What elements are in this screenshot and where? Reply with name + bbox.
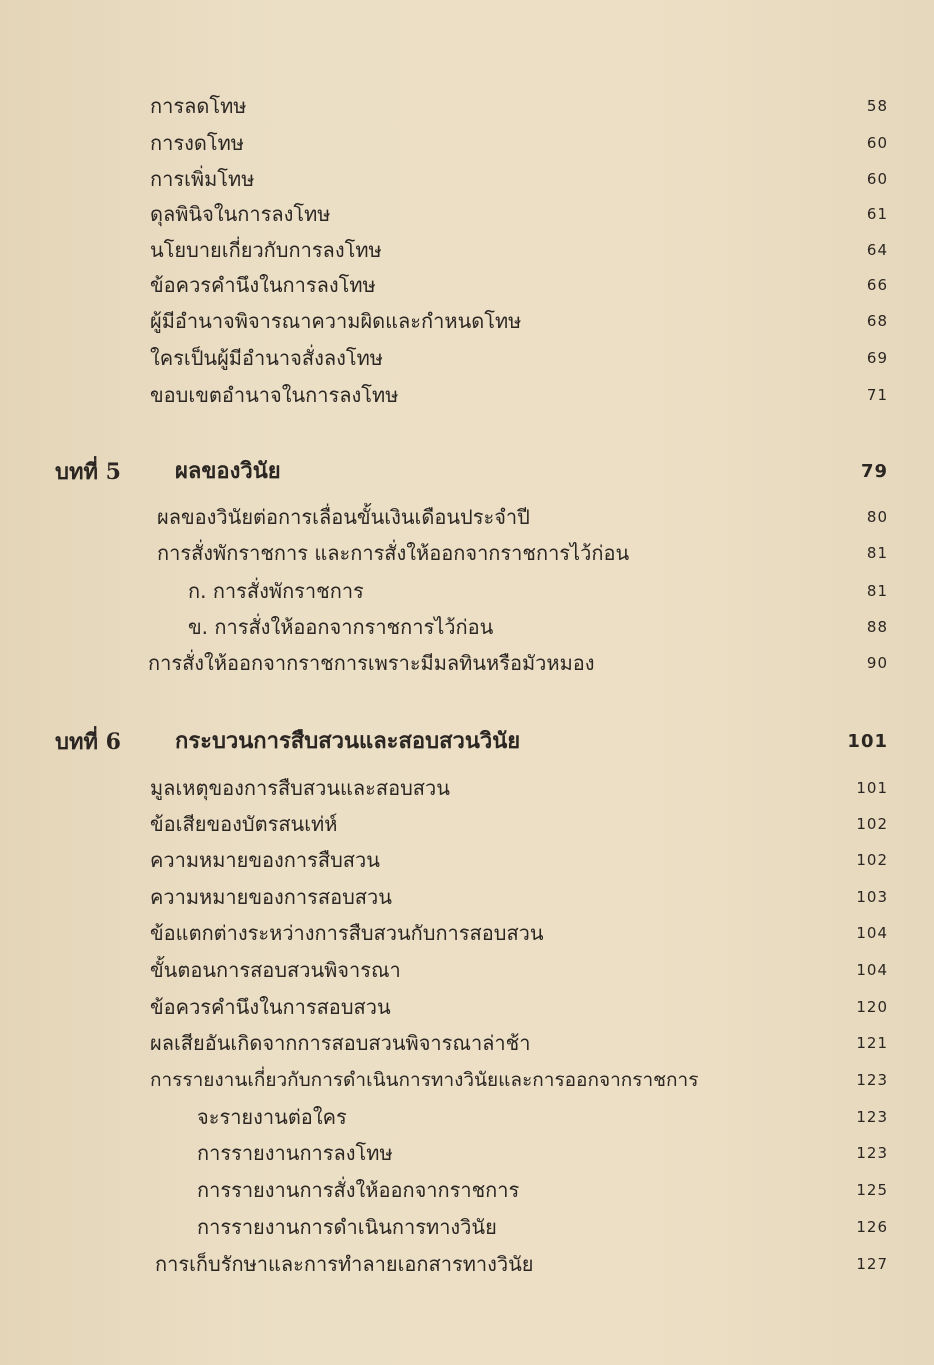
toc-entry-title: ข้อควรคำนึงในการสอบสวน [150, 995, 391, 1019]
toc-entry-title: นโยบายเกี่ยวกับการลงโทษ [150, 238, 382, 262]
toc-entry [0, 1028, 934, 1058]
toc-entry-page: 123 [856, 1108, 888, 1126]
toc-entry-title: ขอบเขตอำนาจในการลงโทษ [150, 383, 399, 407]
toc-entry [0, 1065, 934, 1095]
toc-entry-page: 125 [856, 1181, 888, 1199]
toc-entry-title: การงดโทษ [150, 131, 244, 155]
toc-entry [0, 1249, 934, 1279]
toc-entry [0, 538, 934, 568]
toc-entry-page: 81 [866, 582, 888, 600]
toc-entry [0, 199, 934, 229]
toc-entry-title: จะรายงานต่อใคร [197, 1105, 347, 1129]
toc-entry [0, 648, 934, 678]
toc-entry-page: 123 [856, 1144, 888, 1162]
toc-entry-title: ข้อแตกต่างระหว่างการสืบสวนกับการสอบสวน [150, 921, 544, 945]
toc-subentry [0, 1212, 934, 1242]
toc-entry-page: 90 [866, 654, 888, 672]
toc-entry-title: การรายงานการสั่งให้ออกจากราชการ [197, 1178, 520, 1202]
toc-entry [0, 773, 934, 803]
toc-entry-page: 127 [856, 1255, 888, 1273]
toc-entry-page: 104 [856, 924, 888, 942]
toc-entry-page: 81 [866, 544, 888, 562]
toc-entry-title: ดุลพินิจในการลงโทษ [150, 202, 331, 226]
chapter-title: กระบวนการสืบสวนและสอบสวนวินัย [175, 729, 521, 754]
toc-entry [0, 882, 934, 912]
toc-entry-page: 68 [866, 312, 888, 330]
chapter-page: 79 [860, 461, 888, 482]
toc-entry-title: ขั้นตอนการสอบสวนพิจารณา [150, 958, 401, 982]
toc-entry-title: การรายงานการลงโทษ [197, 1141, 393, 1165]
toc-entry-title: ผลของวินัยต่อการเลื่อนขั้นเงินเดือนประจำปี [157, 505, 530, 529]
toc-entry [0, 955, 934, 985]
toc-entry [0, 128, 934, 158]
chapter-page: 101 [847, 731, 888, 752]
toc-entry [0, 502, 934, 532]
chapter-heading [0, 452, 934, 492]
toc-entry-title: ความหมายของการสอบสวน [150, 885, 392, 909]
toc-subentry [0, 1138, 934, 1168]
toc-entry-page: 71 [866, 386, 888, 404]
toc-subentry [0, 576, 934, 606]
toc-entry-page: 102 [856, 851, 888, 869]
toc-entry-title: การรายงานการดำเนินการทางวินัย [197, 1215, 497, 1239]
toc-entry-page: 104 [856, 961, 888, 979]
toc-entry-page: 61 [866, 205, 888, 223]
toc-entry-page: 102 [856, 815, 888, 833]
toc-entry-page: 101 [856, 779, 888, 797]
toc-entry [0, 809, 934, 839]
toc-entry-page: 64 [866, 241, 888, 259]
toc-entry [0, 380, 934, 410]
toc-entry-title: ผู้มีอำนาจพิจารณาความผิดและกำหนดโทษ [150, 309, 522, 333]
toc-entry [0, 992, 934, 1022]
toc-subentry [0, 612, 934, 642]
toc-entry-page: 103 [856, 888, 888, 906]
chapter-label: บทที่ 5 [55, 459, 121, 485]
toc-entry [0, 845, 934, 875]
toc-entry-page: 121 [856, 1034, 888, 1052]
toc-entry-title: การสั่งให้ออกจากราชการเพราะมีมลทินหรือมัวหมอง [148, 651, 595, 675]
toc-entry [0, 164, 934, 194]
toc-entry-page: 80 [866, 508, 888, 526]
toc-entry-page: 123 [856, 1071, 888, 1089]
toc-entry [0, 235, 934, 265]
toc-entry-title: ข้อเสียของบัตรสนเท่ห์ [150, 812, 338, 836]
toc-entry-page: 120 [856, 998, 888, 1016]
toc-entry-title: ข. การสั่งให้ออกจากราชการไว้ก่อน [188, 615, 494, 639]
toc-entry-title: ความหมายของการสืบสวน [150, 848, 380, 872]
toc-entry-title: การเพิ่มโทษ [150, 167, 255, 191]
toc-entry-page: 69 [866, 349, 888, 367]
toc-entry-title: ผลเสียอันเกิดจากการสอบสวนพิจารณาล่าช้า [150, 1031, 531, 1055]
toc-entry-page: 88 [866, 618, 888, 636]
chapter-heading [0, 722, 934, 762]
toc-subentry [0, 1102, 934, 1132]
toc-entry-title: การสั่งพักราชการ และการสั่งให้ออกจากราชการไว้ก่อน [157, 541, 630, 565]
toc-entry [0, 343, 934, 373]
toc-entry-title: การรายงานเกี่ยวกับการดำเนินการทางวินัยและการออกจากราชการ [150, 1069, 699, 1091]
toc-entry-title: มูลเหตุของการสืบสวนและสอบสวน [150, 776, 450, 800]
toc-entry [0, 270, 934, 300]
toc-entry [0, 918, 934, 948]
chapter-title: ผลของวินัย [175, 459, 281, 484]
toc-entry-title: ใครเป็นผู้มีอำนาจสั่งลงโทษ [150, 346, 383, 370]
toc-entry-title: การลดโทษ [150, 94, 247, 118]
toc-entry-page: 66 [866, 276, 888, 294]
toc-entry-title: การเก็บรักษาและการทำลายเอกสารทางวินัย [155, 1252, 534, 1276]
toc-entry [0, 306, 934, 336]
toc-entry-title: ก. การสั่งพักราชการ [188, 579, 364, 603]
toc-entry-page: 126 [856, 1218, 888, 1236]
toc-entry [0, 91, 934, 121]
toc-entry-page: 58 [866, 97, 888, 115]
toc-entry-page: 60 [866, 134, 888, 152]
toc-entry-title: ข้อควรคำนึงในการลงโทษ [150, 273, 376, 297]
toc-entry-page: 60 [866, 170, 888, 188]
toc-subentry [0, 1175, 934, 1205]
chapter-label: บทที่ 6 [55, 729, 121, 755]
